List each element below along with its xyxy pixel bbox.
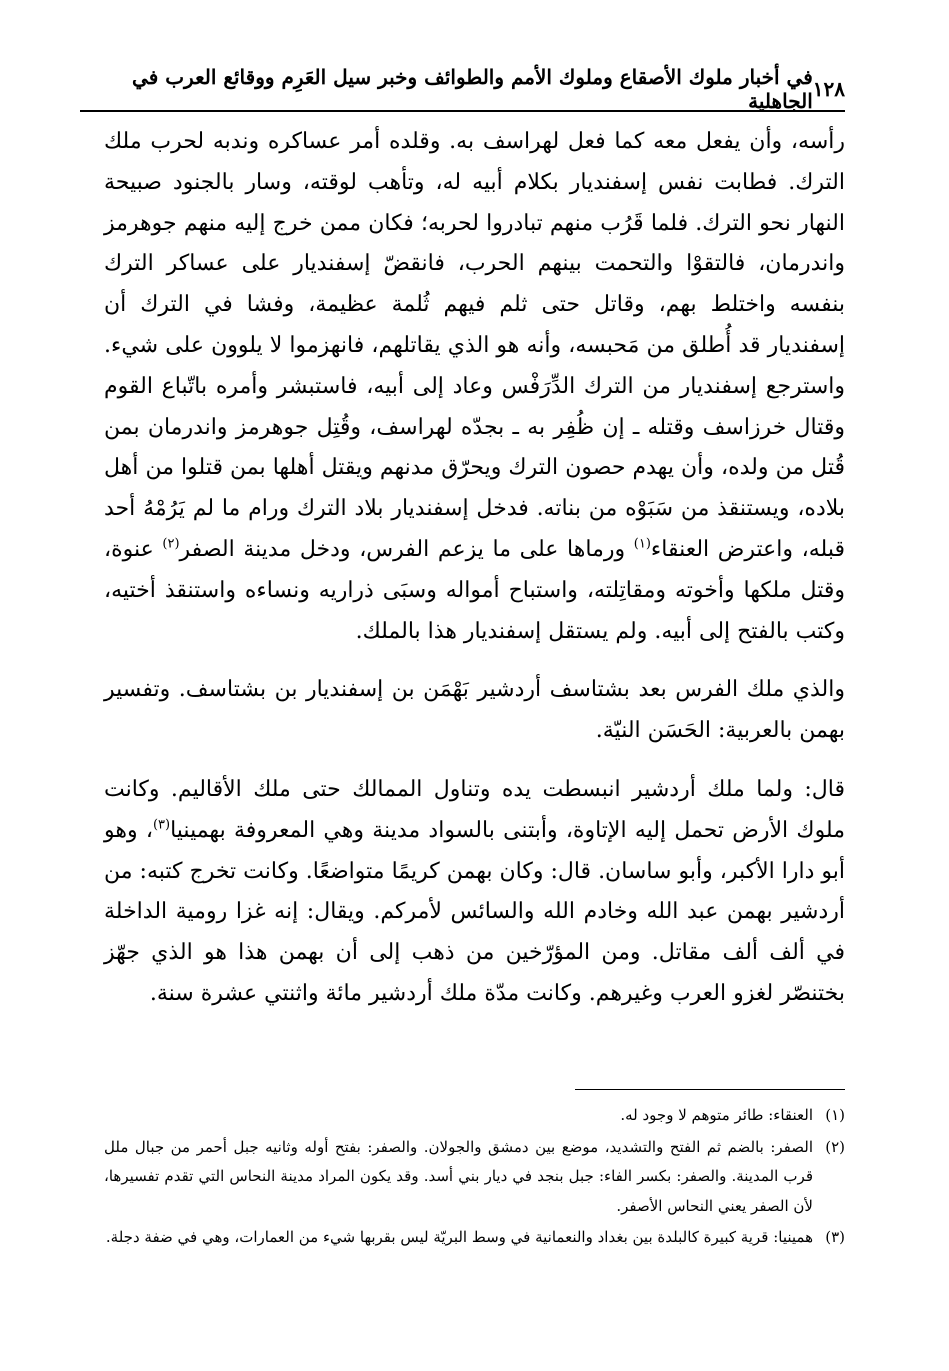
paragraph-3-text-a: قال: ولما ملك أردشير انبسطت يده وتناول الممالك حتى ملك الأقاليم. وكانت ملوك الأرض تحمل إليه الإتاوة، وأبتنى بالسواد مدينة وهي المعروفة بهمينيا (104, 776, 845, 843)
footnote-ref-3: (٣) (152, 817, 171, 833)
running-title: في أخبار ملوك الأصقاع وملوك الأمم والطوائف وخبر سيل العَرِم ووقائع العرب في الجاهلية (132, 65, 813, 113)
footnote-ref-1: (١) (633, 536, 651, 552)
paragraph-3 (104, 770, 845, 1015)
paragraph-1 (104, 122, 845, 652)
footnote-text: همينيا: قرية كبيرة كالبلدة بين بغداد والنعمانية في وسط البريّة ليس بقربها شيء من العمارات، وهي في ضفة دجلة. (105, 1228, 813, 1246)
main-text (104, 122, 845, 1015)
footnote-number: (١) (825, 1106, 845, 1124)
paragraph-2: والذي ملك الفرس بعد بشتاسف أردشير بَهْمَن بن إسفنديار بن بشتاسف. وتفسير بهمن بالعربية: الحَسَن النيّة. (104, 677, 845, 744)
footnote-text: العنقاء: طائر متوهم لا وجود له. (620, 1106, 813, 1124)
page-number: ١٢٨ (812, 77, 845, 101)
footnote-2 (104, 1133, 845, 1222)
footnote-separator (575, 1089, 845, 1090)
header-rule (80, 110, 845, 112)
running-head (80, 65, 845, 113)
paragraph-1-text-a: رأسه، وأن يفعل معه كما فعل لهراسف به. وقلده أمر عساكره وندبه لحرب ملك الترك. فطابت نفس إسفنديار بكلام أبيه له، وتأهب لوقته، وسار بالجنود صبيحة النهار نحو الترك. فلما قَرُب منهم تبادروا لحربه؛ فكان ممن خرج إليه منهم جوهرمز واندرمان، فالتقوْا والتحمت بينهم الحرب، فانقضّ إسفنديار على عساكر الترك بنفسه واختلط بهم، وقاتل حتى ثلم فيهم ثُلمة عظيمة، وفشا في الترك أن إسفنديار قد أُطلق من مَحبسه، وأنه هو الذي يقاتلهم، فانهزموا لا يلوون على شيء. واسترجع إسفنديار من الترك الدِّرَفْس وعاد إلى أبيه، فاستبشر وأمره باتّباع القوم وقتال خرزاسف وقتله ـ إن ظُفِر به ـ بجدّه لهراسف، وقُتِل جوهرمز واندرمان بمن قُتل من ولده، وأن يهدم حصون الترك ويحرّق مدنهم ويقتل أهلها بمن قتلوا من أهل بلاده، ويستنقذ من سَبَوْه من بناته. فدخل إسفنديار بلاد الترك ورام ما لم يَرُمْهُ أحد قبله، واعترض العنقاء (104, 129, 846, 562)
footnote-1 (104, 1101, 845, 1131)
footnote-ref-2: (٢) (162, 536, 180, 552)
paragraph-1-text-c: عنوة، وقتل ملكها وأخوته ومقاتِلته، واستباح أمواله وسبَى ذراريه ونساءه واستنقذ أختيه، وكتب بالفتح إلى أبيه. ولم يستقل إسفنديار هذا بالملك. (104, 536, 845, 644)
footnote-text: الصفر: بالضم ثم الفتح والتشديد، موضع بين دمشق والجولان. والصفر: بفتح أوله وثانيه جبل أحمر من جبال ملل قرب المدينة. والصفر: بكسر الفاء: جبل بنجد في ديار بني أسد. وقد يكون المراد مدينة النحاس التي تقدم تفسيرها، لأن الصفر يعني النحاس الأصفر. (104, 1137, 813, 1215)
footnote-3 (104, 1223, 845, 1253)
footnote-number: (٢) (825, 1137, 845, 1156)
footnote-number: (٣) (825, 1228, 845, 1246)
footnotes (104, 1101, 845, 1255)
paragraph-3-text-b: ، وهو أبو دارا الأكبر، وأبو ساسان. قال: وكان بهمن كريمًا متواضعًا. وكانت تخرج كتبه: من أردشير بهمن عبد الله وخادم الله والسائس لأمركم. ويقال: إنه غزا رومية الداخلة في ألف ألف مقاتل. ومن المؤرّخين من ذهب إلى أن بهمن هذا هو الذي جهّز بختنصّر لغزو العرب وغيرهم. وكانت مدّة ملك أردشير مائة واثنتي عشرة سنة. (104, 817, 845, 1006)
paragraph-1-text-b: ورماها على ما يزعم الفرس، ودخل مدينة الصفر (179, 536, 634, 562)
